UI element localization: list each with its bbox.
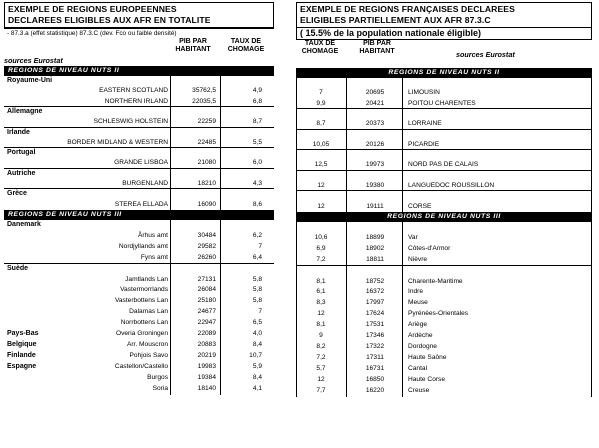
country-label: Portugal — [7, 149, 36, 157]
table-row — [296, 309, 592, 319]
region-name: LORRAINE — [408, 120, 442, 128]
table-row — [4, 373, 274, 383]
taux-value: 6,9 — [316, 244, 326, 252]
taux-value: 6,0 — [252, 159, 262, 167]
country-label: Belgique — [7, 340, 37, 348]
pib-value: 22089 — [197, 330, 216, 337]
table-row — [296, 364, 592, 374]
pib-value: 19111 — [366, 202, 384, 210]
pib-value: 22035,5 — [192, 97, 216, 105]
table-row — [4, 264, 274, 274]
taux-value: 4,0 — [252, 330, 262, 337]
right-section-nuts2: REGIONS DE NIVEAU NUTS II — [296, 68, 592, 78]
taux-value: 6,4 — [252, 253, 262, 261]
group-separator — [4, 188, 274, 189]
table-row — [4, 86, 274, 96]
taux-value: 5,5 — [252, 138, 262, 146]
region-name: Haute Saône — [408, 353, 447, 361]
table-row — [4, 329, 274, 339]
right-nuts2-table — [296, 78, 592, 212]
left-sources: sources Eurostat — [4, 56, 63, 65]
region-name: Ardèche — [408, 332, 433, 339]
table-row — [4, 189, 274, 199]
region-name: Fyns amt — [140, 253, 168, 261]
table-row — [296, 331, 592, 341]
group-separator — [296, 265, 592, 266]
table-row — [296, 342, 592, 352]
right-title — [297, 3, 591, 28]
pib-value: 16731 — [365, 364, 385, 372]
group-separator — [4, 127, 274, 128]
taux-value: 4,3 — [252, 180, 262, 187]
pib-value: 29582 — [197, 242, 216, 250]
table-row — [296, 353, 592, 363]
pib-value: 20883 — [197, 340, 216, 348]
group-separator — [296, 129, 592, 130]
taux-value: 9 — [319, 332, 323, 339]
table-row — [296, 130, 592, 140]
taux-value: 8,3 — [316, 299, 326, 307]
pib-value: 20219 — [197, 351, 216, 359]
right-title-line1: EXEMPLE DE REGIONS FRANÇAISES DECLAREES — [300, 4, 515, 14]
group-separator — [4, 106, 274, 107]
pib-value: 16850 — [365, 375, 385, 383]
region-name: Meuse — [408, 299, 428, 307]
taux-value: 8,1 — [316, 321, 326, 329]
table-row — [4, 220, 274, 230]
taux-value: 7,2 — [316, 255, 326, 263]
country-label: Irlande — [7, 128, 30, 136]
pib-value: 19983 — [197, 362, 216, 370]
taux-value: 5,7 — [316, 364, 326, 372]
region-name: Vasterbottens Lan — [114, 297, 168, 305]
region-name: Charente-Maritime — [408, 277, 463, 285]
region-name: LIMOUSIN — [408, 89, 440, 97]
region-name: Nièvre — [408, 255, 428, 263]
right-sources: sources Eurostat — [456, 50, 515, 59]
left-header-box — [4, 2, 274, 29]
country-label: Allemagne — [7, 107, 43, 115]
taux-value: 4,1 — [252, 384, 262, 392]
pib-value: 21080 — [197, 159, 216, 167]
table-row — [4, 384, 274, 394]
table-row — [296, 150, 592, 160]
table-row — [4, 351, 274, 361]
region-name: Overia Groningen — [115, 330, 168, 337]
taux-value: 5,8 — [252, 297, 262, 305]
group-separator — [4, 147, 274, 148]
group-separator — [296, 108, 592, 109]
taux-value: 7,7 — [316, 386, 326, 394]
pib-value: 25180 — [197, 297, 216, 305]
pib-value: 26260 — [197, 253, 216, 261]
table-row — [4, 318, 274, 328]
region-name: NORTHERN IRLAND — [104, 97, 168, 105]
table-row — [4, 275, 274, 285]
pib-value: 18140 — [197, 384, 216, 392]
taux-value: 6,5 — [252, 319, 262, 327]
table-row — [4, 231, 274, 241]
country-label: Royaume-Uni — [7, 77, 53, 84]
pib-value: 17346 — [365, 332, 385, 339]
taux-value: 5,8 — [252, 286, 262, 294]
taux-value: 9,9 — [316, 99, 326, 107]
region-name: Vastermorrlands — [120, 286, 168, 294]
table-row — [296, 222, 592, 232]
pib-value: 18811 — [366, 255, 384, 263]
table-row — [296, 287, 592, 297]
region-name: Castellon/Castello — [114, 362, 168, 370]
region-name: Pohjois Savo — [129, 351, 168, 359]
pib-value: 17531 — [365, 321, 385, 329]
left-note: - 87.3.a (effet statistique) 87.3.C (dev. Fco ou faible densité) — [7, 30, 177, 37]
group-separator — [296, 149, 592, 150]
pib-value: 30484 — [197, 231, 216, 239]
region-name: Norrbottens Lan — [120, 319, 168, 327]
region-name: BURGENLAND — [122, 180, 168, 187]
country-label: Espagne — [7, 362, 37, 370]
taux-value: 8,6 — [252, 200, 262, 208]
pib-value: 17997 — [365, 299, 385, 307]
taux-value: 8,4 — [252, 373, 262, 381]
table-row — [4, 148, 274, 158]
table-row — [4, 76, 274, 86]
left-title-line1: EXEMPLE DE REGIONS EUROPEENNES — [8, 4, 177, 14]
taux-value: 8,7 — [252, 118, 262, 126]
region-name: Var — [408, 233, 418, 241]
table-row — [296, 244, 592, 254]
left-title-line2: DECLAREES ELIGIBLES AUX AFR EN TOTALITE — [8, 15, 211, 25]
taux-value: 5,8 — [252, 275, 262, 283]
table-row — [4, 242, 274, 252]
region-name: Ariège — [408, 321, 428, 329]
country-label: Autriche — [7, 169, 36, 177]
region-name: Cantal — [408, 364, 428, 372]
taux-value: 12 — [317, 375, 325, 383]
table-row — [4, 285, 274, 295]
table-row — [296, 298, 592, 308]
taux-value: 7 — [258, 242, 262, 250]
table-row — [4, 128, 274, 138]
left-panel — [4, 2, 274, 395]
taux-value: 7 — [258, 308, 262, 316]
region-name: Côtes-d'Armor — [408, 244, 451, 252]
taux-value: 8,1 — [316, 277, 326, 285]
left-col-taux: TAUX DE CHOMAGE — [227, 38, 265, 53]
left-column-headers — [4, 38, 274, 66]
pib-value: 19384 — [197, 373, 216, 381]
region-name: POITOU CHARENTES — [408, 99, 476, 107]
group-separator — [4, 168, 274, 169]
right-section-nuts3: REGIONS DE NIVEAU NUTS III — [296, 212, 592, 222]
taux-value: 12 — [317, 310, 325, 318]
right-title-line2: ELIGIBLES PARTIELLEMENT AUX AFR 87.3.C — [300, 15, 491, 25]
table-row — [296, 109, 592, 119]
left-nuts2-table — [4, 76, 274, 210]
table-row — [296, 78, 592, 88]
region-name: CORSE — [408, 202, 432, 210]
table-row — [4, 362, 274, 372]
taux-value: 7,2 — [316, 353, 326, 361]
table-row — [296, 233, 592, 243]
pib-value: 17624 — [365, 310, 385, 318]
table-row — [296, 202, 592, 212]
pib-value: 16220 — [365, 386, 385, 394]
region-name: STEREA ELLADA — [114, 200, 168, 208]
table-row — [4, 296, 274, 306]
taux-value: 6,2 — [252, 231, 262, 239]
table-row — [296, 88, 592, 98]
region-name: GRANDE LISBOA — [114, 159, 168, 167]
taux-value: 5,9 — [252, 362, 262, 370]
taux-value: 8,7 — [316, 120, 326, 128]
taux-value: 10,6 — [314, 233, 328, 241]
taux-value: 6,8 — [252, 97, 262, 105]
table-row — [296, 386, 592, 396]
country-label: Finlande — [7, 351, 36, 359]
taux-value: 12,5 — [314, 161, 328, 169]
table-row — [4, 253, 274, 263]
pib-value: 20126 — [365, 140, 385, 148]
group-separator — [296, 190, 592, 191]
group-separator — [4, 263, 274, 264]
pib-value: 18899 — [365, 233, 385, 241]
pib-value: 24677 — [197, 308, 216, 316]
region-name: Jamtlands Lan — [125, 275, 168, 283]
pib-value: 20421 — [365, 99, 385, 107]
region-name: Århus amt — [137, 231, 168, 239]
taux-value: 10,7 — [249, 351, 262, 359]
region-name: Arr. Mouscron — [126, 340, 168, 348]
taux-value: 12 — [317, 182, 325, 189]
region-name: Dordogne — [408, 342, 437, 350]
region-name: Nordjyllands amt — [118, 242, 168, 250]
country-label: Danemark — [7, 221, 41, 228]
region-name: PICARDIE — [408, 140, 440, 148]
pib-value: 17322 — [365, 342, 385, 350]
taux-value: 8,4 — [252, 340, 262, 348]
pib-value: 26084 — [197, 286, 216, 294]
pib-value: 16372 — [365, 288, 385, 296]
country-label: Grèce — [7, 190, 27, 198]
group-separator — [296, 170, 592, 171]
taux-value: 8,2 — [316, 342, 326, 350]
table-row — [4, 200, 274, 210]
left-section-nuts3: REGIONS DE NIVEAU NUTS III — [4, 210, 274, 220]
table-row — [296, 191, 592, 201]
country-label: Suède — [7, 264, 29, 272]
taux-value: 4,9 — [252, 87, 262, 95]
table-row — [4, 107, 274, 117]
right-col-taux: TAUX DE CHOMAGE — [301, 40, 339, 55]
table-row — [296, 266, 592, 276]
region-name: Haute Corse — [408, 375, 446, 383]
pib-value: 20373 — [365, 120, 385, 128]
region-name: LANGUEDOC ROUSSILLON — [408, 182, 495, 189]
table-row — [4, 169, 274, 179]
left-title — [5, 3, 273, 28]
table-row — [296, 255, 592, 265]
pib-value: 22947 — [197, 319, 216, 327]
region-name: Soria — [152, 384, 168, 392]
left-section-nuts2: REGIONS DE NIVEAU NUTS II — [4, 66, 274, 76]
region-name: SCHLESWIG HOLSTEIN — [93, 118, 168, 126]
pib-value: 18210 — [197, 180, 216, 187]
right-nuts3-table — [296, 222, 592, 397]
right-column-headers — [296, 40, 592, 68]
table-row — [296, 375, 592, 385]
table-row — [296, 171, 592, 181]
left-col-pib: PIB PAR HABITANT — [175, 38, 211, 53]
pib-value: 27131 — [197, 275, 216, 283]
country-label: Pays-Bas — [7, 330, 39, 337]
region-name: BORDER MIDLAND & WESTERN — [67, 138, 168, 146]
pib-value: 17311 — [366, 353, 384, 361]
pib-value: 18752 — [365, 277, 385, 285]
region-name: NORD PAS DE CALAIS — [408, 161, 479, 169]
pib-value: 22485 — [197, 138, 216, 146]
region-name: Indre — [408, 288, 424, 296]
taux-value: 10,05 — [312, 140, 330, 148]
table-row — [4, 340, 274, 350]
left-nuts3-table — [4, 220, 274, 395]
pib-value: 35762,5 — [192, 87, 216, 95]
taux-value: 12 — [317, 202, 325, 210]
pib-value: 18902 — [365, 244, 385, 252]
taux-value: 6,1 — [316, 288, 326, 296]
pib-value: 16090 — [197, 200, 216, 208]
pib-value: 20695 — [365, 89, 385, 97]
region-name: Burgos — [147, 373, 168, 381]
pib-value: 19380 — [365, 182, 385, 189]
region-name: Creuse — [408, 386, 430, 394]
pib-value: 22259 — [197, 118, 216, 126]
right-header-box — [296, 2, 592, 40]
table-row — [296, 277, 592, 287]
region-name: Dalamas Lan — [129, 308, 168, 316]
right-panel — [296, 2, 592, 397]
region-name: EASTERN SCOTLAND — [99, 87, 168, 95]
right-note: ( 15.5% de la population nationale éligible) — [300, 28, 482, 38]
table-row — [4, 307, 274, 317]
pib-value: 19973 — [365, 161, 385, 169]
table-row — [296, 320, 592, 330]
region-name: Pyrénées-Orientales — [408, 310, 469, 318]
right-col-pib: PIB PAR HABITANT — [359, 40, 395, 55]
taux-value: 7 — [319, 89, 323, 97]
